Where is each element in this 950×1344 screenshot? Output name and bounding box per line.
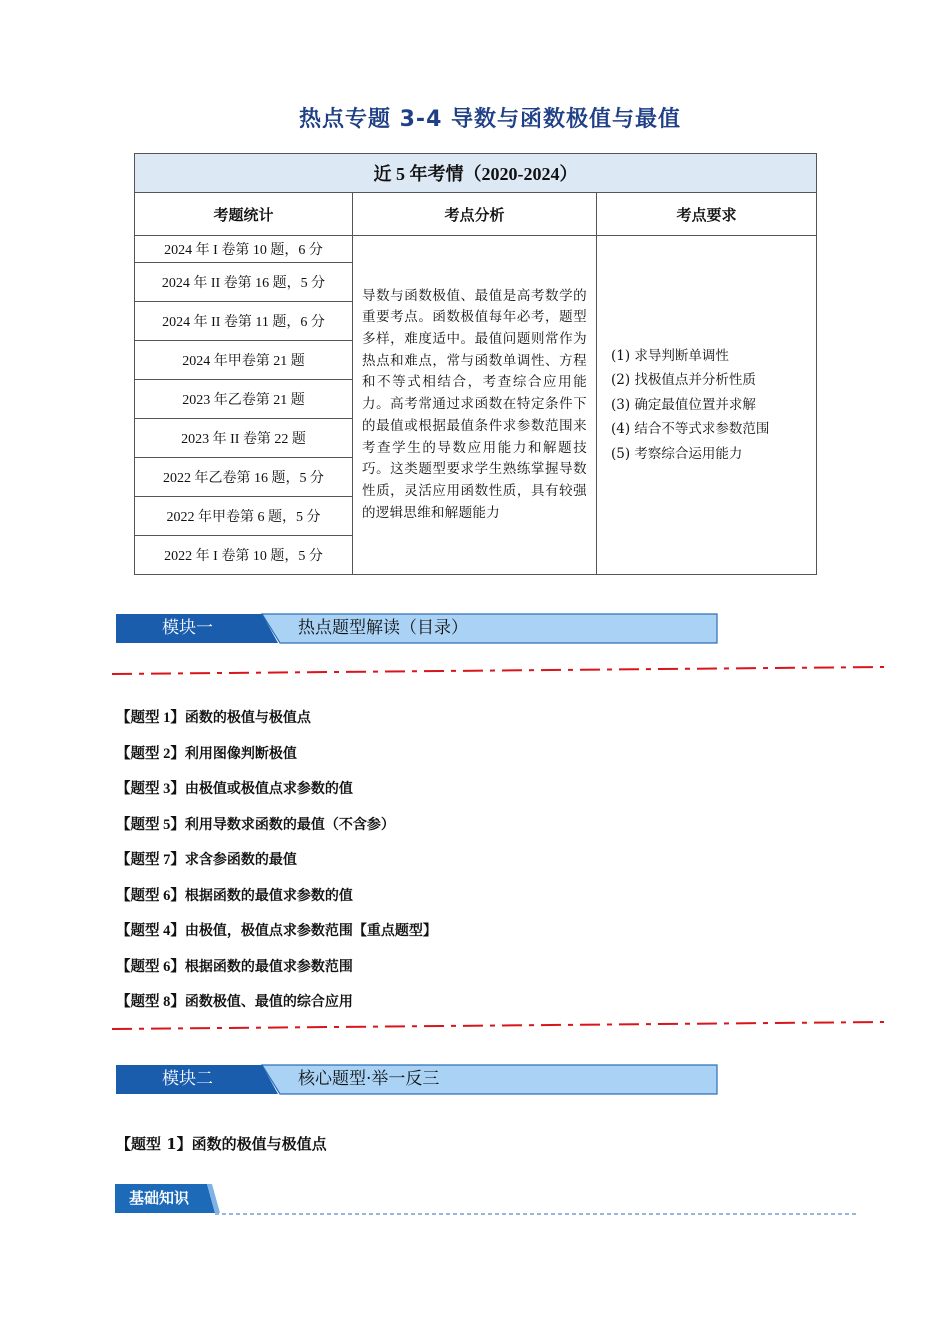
toc-item[interactable]: 【题型 7】求含参函数的最值 [116,852,297,868]
requirement-item: (1) 求导判断单调性 [611,347,729,364]
stat-cell: 2024 年 II 卷第 11 题，6 分 [135,302,353,341]
basic-label: 基础知识 [129,1189,190,1207]
toc-item[interactable]: 【题型 4】由极值，极值点求参数范围【重点题型】 [116,923,437,939]
stat-cell: 2023 年 II 卷第 22 题 [135,419,353,458]
section-heading: 【题型 1】函数的极值与极值点 [116,1135,327,1153]
table-header: 近 5 年考情（2020-2024） [135,154,817,193]
toc-item[interactable]: 【题型 8】函数极值、最值的综合应用 [116,994,353,1010]
red-dash-divider [112,664,887,676]
stat-cell: 2024 年 I 卷第 10 题，6 分 [135,236,353,263]
column-header: 考点要求 [597,193,817,236]
stat-cell: 2022 年乙卷第 16 题，5 分 [135,458,353,497]
toc-item[interactable]: 【题型 1】函数的极值与极值点 [116,710,311,726]
stat-cell: 2024 年 II 卷第 16 题，5 分 [135,263,353,302]
toc-item[interactable]: 【题型 5】利用导数求函数的最值（不含参） [116,816,395,833]
module-title: 热点题型解读（目录） [298,618,468,638]
module-title: 核心题型·举一反三 [298,1069,440,1089]
exam-stats-table [134,153,817,575]
toc-item[interactable]: 【题型 6】根据函数的最值求参数范围 [116,958,353,975]
page-title: 热点专题 3-4 导数与函数极值与最值 [298,106,682,132]
module-banner-2 [116,1063,720,1095]
requirement-item: (2) 找极值点并分析性质 [611,372,756,389]
stat-cell: 2022 年甲卷第 6 题，5 分 [135,497,353,536]
stat-cell: 2022 年 I 卷第 10 题，5 分 [135,536,353,575]
module-banner-1 [116,612,720,644]
basic-knowledge-banner [115,1183,860,1219]
column-header: 考点分析 [353,193,597,236]
toc-item[interactable]: 【题型 3】由极值或极值点求参数的值 [116,781,353,797]
requirements-cell [597,236,817,575]
requirement-item: (4) 结合不等式求参数范围 [611,421,770,438]
stat-cell: 2023 年乙卷第 21 题 [135,380,353,419]
requirement-item: (3) 确定最值位置并求解 [611,396,756,413]
analysis-cell: 导数与函数极值、最值是高考数学的重要考点。函数极值每年必考，题型多样，难度适中。最值问题则常作为热点和难点，常与函数单调性、方程和不等式相结合，考查综合应用能力。高考常通过求函数在特定条件下的最值或根据最值条件求参数范围来考查学生的导数应用能力和解题技巧。这类题型要求学生熟练掌握导数性质，灵活应用函数性质，具有较强的逻辑思维和解题能力 [353,236,597,575]
basic-banner-shape [115,1183,860,1219]
toc-item[interactable]: 【题型 2】利用图像判断极值 [116,745,297,762]
requirement-item: (5) 考察综合运用能力 [611,445,743,462]
red-dash-divider [112,1019,887,1031]
column-header: 考题统计 [135,193,353,236]
module-label: 模块二 [162,1069,213,1089]
module-label: 模块一 [162,618,213,638]
toc-list [116,708,437,1028]
toc-item[interactable]: 【题型 6】根据函数的最值求参数的值 [116,887,353,904]
stat-cell: 2024 年甲卷第 21 题 [135,341,353,380]
